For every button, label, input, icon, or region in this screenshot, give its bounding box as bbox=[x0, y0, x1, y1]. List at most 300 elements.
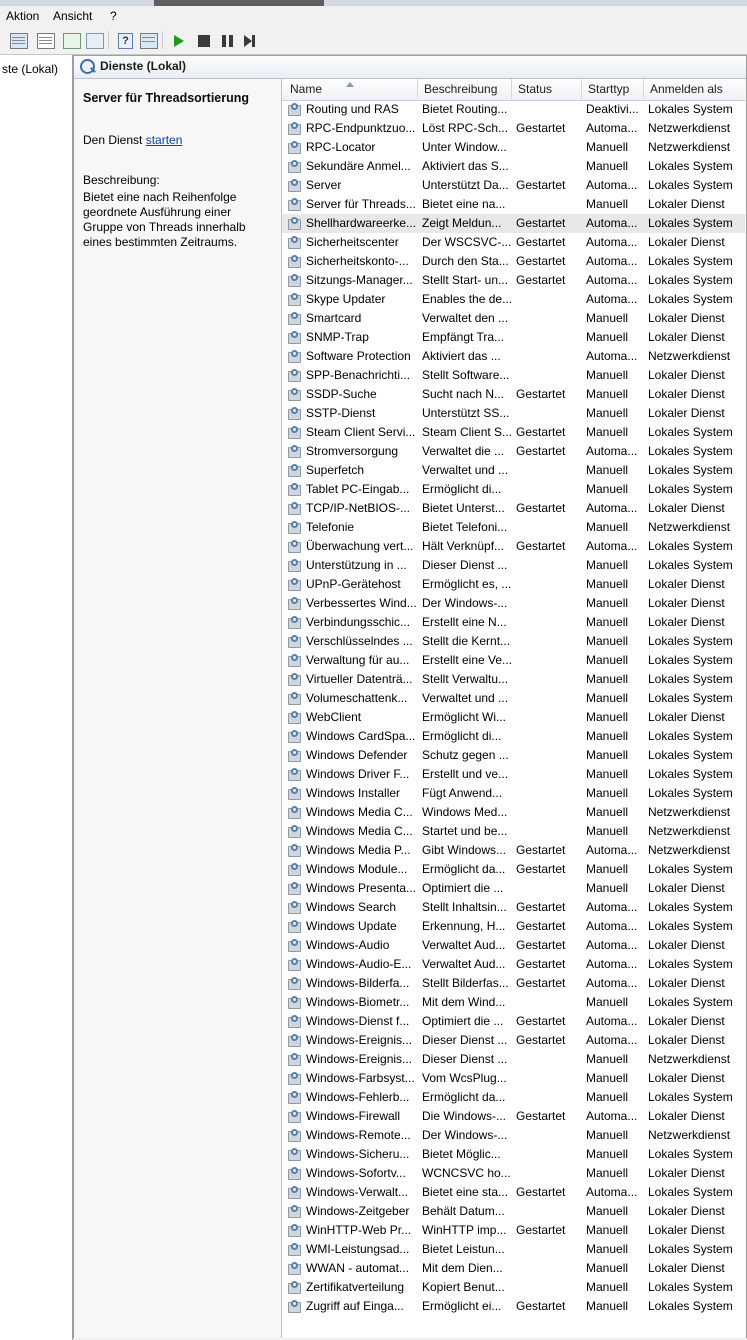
cell-starttyp: Manuell bbox=[586, 748, 629, 762]
cell-name: Verbindungsschic... bbox=[306, 615, 411, 629]
cell-status bbox=[512, 575, 582, 594]
table-row[interactable] bbox=[282, 195, 745, 214]
table-row[interactable] bbox=[282, 575, 745, 594]
table-row[interactable] bbox=[282, 708, 745, 727]
cell-status bbox=[512, 1202, 582, 1221]
table-row[interactable] bbox=[282, 537, 745, 556]
cell-beschreibung: Stellt Software... bbox=[422, 368, 510, 382]
cell-starttyp: Manuell bbox=[586, 140, 629, 154]
cell-status bbox=[512, 138, 582, 157]
show-hide-console-tree-icon[interactable] bbox=[136, 29, 160, 53]
table-row[interactable] bbox=[282, 1202, 745, 1221]
column-header-status[interactable]: Status bbox=[512, 79, 582, 99]
cell-starttyp: Manuell bbox=[586, 710, 629, 724]
cell-name: SSTP-Dienst bbox=[306, 406, 376, 420]
table-row[interactable] bbox=[282, 556, 745, 575]
table-row[interactable] bbox=[282, 1012, 745, 1031]
cell-status bbox=[512, 1088, 582, 1107]
cell-anmelden-als: Lokales System bbox=[648, 444, 733, 458]
table-row[interactable] bbox=[282, 423, 745, 442]
cell-status bbox=[512, 613, 582, 632]
cell-name: Server bbox=[306, 178, 342, 192]
table-row[interactable] bbox=[282, 1145, 745, 1164]
cell-anmelden-als: Lokaler Dienst bbox=[648, 406, 725, 420]
cell-beschreibung: Aktiviert das ... bbox=[422, 349, 501, 363]
cell-beschreibung: Bietet Telefoni... bbox=[422, 520, 508, 534]
cell-beschreibung: Dieser Dienst ... bbox=[422, 1052, 508, 1066]
cell-anmelden-als: Lokaler Dienst bbox=[648, 577, 725, 591]
service-description-text: Bietet eine nach Reihenfolge geordnete Ausführung einer Gruppe von Threads innerhalb eines bestimmten Zeitraums. bbox=[83, 190, 246, 249]
cell-beschreibung: Startet und be... bbox=[422, 824, 508, 838]
pane-title: Dienste (Lokal) bbox=[100, 59, 187, 73]
cell-beschreibung: Durch den Sta... bbox=[422, 254, 509, 268]
cell-name: Windows Installer bbox=[306, 786, 401, 800]
cell-starttyp: Manuell bbox=[586, 805, 629, 819]
table-row[interactable] bbox=[282, 1183, 745, 1202]
table-row[interactable] bbox=[282, 1088, 745, 1107]
cell-status: Gestartet bbox=[516, 1299, 566, 1313]
cell-starttyp: Manuell bbox=[586, 767, 629, 781]
table-row[interactable] bbox=[282, 271, 745, 290]
cell-anmelden-als: Lokales System bbox=[648, 159, 733, 173]
cell-anmelden-als: Lokales System bbox=[648, 995, 733, 1009]
table-row[interactable] bbox=[282, 936, 745, 955]
cell-name: Telefonie bbox=[306, 520, 355, 534]
table-row[interactable] bbox=[282, 1107, 745, 1126]
cell-beschreibung: Bietet Unterst... bbox=[422, 501, 505, 515]
cell-name: Windows-Zeitgeber bbox=[306, 1204, 410, 1218]
cell-starttyp: Manuell bbox=[586, 387, 629, 401]
cell-status bbox=[512, 1259, 582, 1278]
table-row[interactable] bbox=[282, 879, 745, 898]
cell-starttyp: Automa... bbox=[586, 121, 638, 135]
cell-status: Gestartet bbox=[516, 1185, 566, 1199]
table-row[interactable] bbox=[282, 442, 745, 461]
cell-anmelden-als: Lokales System bbox=[648, 216, 733, 230]
menu-aktion[interactable]: Aktion bbox=[6, 9, 40, 23]
cell-beschreibung: Verwaltet und ... bbox=[422, 463, 509, 477]
cell-status bbox=[512, 670, 582, 689]
cell-name: Sicherheitscenter bbox=[306, 235, 399, 249]
cell-status bbox=[512, 689, 582, 708]
cell-status bbox=[512, 746, 582, 765]
service-detail-panel bbox=[75, 79, 282, 1339]
cell-name: UPnP-Gerätehost bbox=[306, 577, 401, 591]
cell-name: Windows Update bbox=[306, 919, 397, 933]
table-row[interactable] bbox=[282, 898, 745, 917]
cell-starttyp: Automa... bbox=[586, 957, 638, 971]
column-header-starttyp[interactable]: Starttyp bbox=[582, 79, 644, 99]
cell-beschreibung: Der WSCSVC-... bbox=[422, 235, 512, 249]
cell-status bbox=[512, 480, 582, 499]
table-row[interactable] bbox=[282, 309, 745, 328]
cell-beschreibung: Bietet Routing... bbox=[422, 102, 508, 116]
cell-starttyp: Manuell bbox=[586, 729, 629, 743]
table-row[interactable] bbox=[282, 917, 745, 936]
cell-status bbox=[512, 651, 582, 670]
cell-beschreibung: Sucht nach N... bbox=[422, 387, 505, 401]
cell-status bbox=[512, 879, 582, 898]
cell-beschreibung: Optimiert die ... bbox=[422, 1014, 504, 1028]
cell-anmelden-als: Lokaler Dienst bbox=[648, 1166, 725, 1180]
cell-status: Gestartet bbox=[516, 539, 566, 553]
table-row[interactable] bbox=[282, 328, 745, 347]
cell-anmelden-als: Lokaler Dienst bbox=[648, 1071, 725, 1085]
cell-anmelden-als: Netzwerkdienst bbox=[648, 1128, 731, 1142]
table-row[interactable] bbox=[282, 1050, 745, 1069]
cell-anmelden-als: Lokales System bbox=[648, 102, 733, 116]
table-row[interactable] bbox=[282, 1297, 745, 1316]
cell-anmelden-als: Lokales System bbox=[648, 900, 733, 914]
cell-starttyp: Manuell bbox=[586, 406, 629, 420]
table-row[interactable] bbox=[282, 1069, 745, 1088]
table-row[interactable] bbox=[282, 290, 745, 309]
cell-starttyp: Automa... bbox=[586, 254, 638, 268]
export-list-icon[interactable] bbox=[82, 29, 106, 53]
cell-name: Windows Driver F... bbox=[306, 767, 410, 781]
cell-starttyp: Manuell bbox=[586, 1090, 629, 1104]
cell-name: Windows-Sofortv... bbox=[306, 1166, 406, 1180]
cell-starttyp: Automa... bbox=[586, 919, 638, 933]
cell-status bbox=[512, 765, 582, 784]
cell-status bbox=[512, 727, 582, 746]
cell-name: Windows-Audio-E... bbox=[306, 957, 412, 971]
cell-beschreibung: Schutz gegen ... bbox=[422, 748, 509, 762]
cell-anmelden-als: Lokaler Dienst bbox=[648, 1109, 725, 1123]
cell-beschreibung: Enables the de... bbox=[422, 292, 512, 306]
table-row[interactable] bbox=[282, 689, 745, 708]
cell-starttyp: Manuell bbox=[586, 862, 629, 876]
cell-starttyp: Manuell bbox=[586, 520, 629, 534]
cell-beschreibung: Verwaltet die ... bbox=[422, 444, 505, 458]
cell-status: Gestartet bbox=[516, 178, 566, 192]
cell-beschreibung: Steam Client S... bbox=[422, 425, 512, 439]
cell-name: Windows-Remote... bbox=[306, 1128, 411, 1142]
cell-starttyp: Automa... bbox=[586, 273, 638, 287]
cell-status: Gestartet bbox=[516, 1109, 566, 1123]
cell-starttyp: Manuell bbox=[586, 1280, 629, 1294]
table-row[interactable] bbox=[282, 404, 745, 423]
table-row[interactable] bbox=[282, 1278, 745, 1297]
cell-anmelden-als: Lokales System bbox=[648, 1242, 733, 1256]
sort-ascending-icon bbox=[346, 82, 355, 88]
cell-anmelden-als: Netzwerkdienst bbox=[648, 1052, 731, 1066]
cell-name: Windows-Verwalt... bbox=[306, 1185, 409, 1199]
cell-starttyp: Automa... bbox=[586, 178, 638, 192]
table-row[interactable] bbox=[282, 252, 745, 271]
cell-anmelden-als: Netzwerkdienst bbox=[648, 349, 731, 363]
cell-status bbox=[512, 1145, 582, 1164]
cell-anmelden-als: Lokaler Dienst bbox=[648, 197, 725, 211]
cell-name: Windows Media C... bbox=[306, 805, 413, 819]
table-row[interactable] bbox=[282, 461, 745, 480]
table-row[interactable] bbox=[282, 100, 745, 119]
column-header-name[interactable]: Name bbox=[282, 79, 418, 99]
cell-beschreibung: Aktiviert das S... bbox=[422, 159, 509, 173]
cell-name: Windows-Dienst f... bbox=[306, 1014, 410, 1028]
table-row[interactable] bbox=[282, 1164, 745, 1183]
cell-name: SNMP-Trap bbox=[306, 330, 369, 344]
list-rows bbox=[282, 100, 745, 1339]
cell-name: Windows Search bbox=[306, 900, 397, 914]
table-row[interactable] bbox=[282, 594, 745, 613]
restart-service-icon[interactable] bbox=[238, 29, 262, 53]
cell-starttyp: Automa... bbox=[586, 539, 638, 553]
cell-anmelden-als: Lokales System bbox=[648, 767, 733, 781]
cell-anmelden-als: Lokales System bbox=[648, 1185, 733, 1199]
cell-beschreibung: Erstellt und ve... bbox=[422, 767, 509, 781]
cell-beschreibung: Hält Verknüpf... bbox=[422, 539, 505, 553]
cell-name: Superfetch bbox=[306, 463, 365, 477]
cell-anmelden-als: Lokaler Dienst bbox=[648, 1033, 725, 1047]
table-row[interactable] bbox=[282, 784, 745, 803]
cell-starttyp: Automa... bbox=[586, 938, 638, 952]
cell-beschreibung: Behält Datum... bbox=[422, 1204, 505, 1218]
service-start-link[interactable]: starten bbox=[145, 133, 183, 147]
cell-name: RPC-Endpunktzuo... bbox=[306, 121, 416, 135]
cell-starttyp: Automa... bbox=[586, 444, 638, 458]
help-icon[interactable]: ? bbox=[112, 29, 136, 53]
cell-starttyp: Automa... bbox=[586, 292, 638, 306]
table-row[interactable] bbox=[282, 974, 745, 993]
table-row[interactable] bbox=[282, 138, 745, 157]
cell-starttyp: Manuell bbox=[586, 311, 629, 325]
cell-status: Gestartet bbox=[516, 273, 566, 287]
cell-status bbox=[512, 366, 582, 385]
cell-name: WWAN - automat... bbox=[306, 1261, 409, 1275]
table-row[interactable] bbox=[282, 670, 745, 689]
cell-beschreibung: Ermöglicht di... bbox=[422, 482, 502, 496]
table-row[interactable] bbox=[282, 1259, 745, 1278]
table-row[interactable] bbox=[282, 176, 745, 195]
cell-anmelden-als: Lokaler Dienst bbox=[648, 881, 725, 895]
cell-beschreibung: Stellt Start- un... bbox=[422, 273, 509, 287]
cell-name: WebClient bbox=[306, 710, 362, 724]
cell-beschreibung: Vom WcsPlug... bbox=[422, 1071, 507, 1085]
cell-name: Windows-Farbsyst... bbox=[306, 1071, 415, 1085]
cell-status: Gestartet bbox=[516, 938, 566, 952]
cell-starttyp: Manuell bbox=[586, 558, 629, 572]
cell-anmelden-als: Lokales System bbox=[648, 862, 733, 876]
cell-beschreibung: Löst RPC-Sch... bbox=[422, 121, 509, 135]
tree-item-dienste-lokal[interactable]: ste (Lokal) bbox=[2, 62, 59, 76]
table-row[interactable] bbox=[282, 347, 745, 366]
cell-beschreibung: Unterstützt SS... bbox=[422, 406, 510, 420]
cell-anmelden-als: Lokales System bbox=[648, 1090, 733, 1104]
cell-name: Steam Client Servi... bbox=[306, 425, 416, 439]
cell-name: SPP-Benachrichti... bbox=[306, 368, 411, 382]
table-row[interactable] bbox=[282, 1031, 745, 1050]
properties-icon[interactable] bbox=[33, 29, 57, 53]
refresh-icon[interactable] bbox=[59, 29, 83, 53]
cell-name: Shellhardwareerke... bbox=[306, 216, 417, 230]
cell-beschreibung: Stellt Bilderfas... bbox=[422, 976, 509, 990]
cell-name: WMI-Leistungsad... bbox=[306, 1242, 410, 1256]
cell-status: Gestartet bbox=[516, 501, 566, 515]
cell-anmelden-als: Lokales System bbox=[648, 634, 733, 648]
cell-anmelden-als: Lokaler Dienst bbox=[648, 330, 725, 344]
cell-starttyp: Automa... bbox=[586, 843, 638, 857]
cell-beschreibung: Bietet eine na... bbox=[422, 197, 506, 211]
table-row[interactable] bbox=[282, 765, 745, 784]
cell-beschreibung: Ermöglicht Wi... bbox=[422, 710, 507, 724]
cell-anmelden-als: Lokaler Dienst bbox=[648, 710, 725, 724]
cell-anmelden-als: Lokales System bbox=[648, 957, 733, 971]
cell-status bbox=[512, 157, 582, 176]
cell-beschreibung: WinHTTP imp... bbox=[422, 1223, 507, 1237]
cell-status: Gestartet bbox=[516, 1033, 566, 1047]
cell-status bbox=[512, 1240, 582, 1259]
tree-view-icon[interactable] bbox=[6, 29, 30, 53]
cell-beschreibung: Unter Window... bbox=[422, 140, 507, 154]
table-row[interactable] bbox=[282, 518, 745, 537]
cell-starttyp: Automa... bbox=[586, 1109, 638, 1123]
cell-name: Skype Updater bbox=[306, 292, 386, 306]
column-header-anmelden-als[interactable]: Anmelden als bbox=[650, 82, 723, 96]
table-row[interactable] bbox=[282, 366, 745, 385]
pause-service-icon[interactable] bbox=[215, 29, 239, 53]
table-row[interactable] bbox=[282, 385, 745, 404]
cell-name: Windows-Bilderfa... bbox=[306, 976, 410, 990]
cell-starttyp: Manuell bbox=[586, 691, 629, 705]
cell-starttyp: Manuell bbox=[586, 463, 629, 477]
cell-starttyp: Automa... bbox=[586, 976, 638, 990]
cell-starttyp: Manuell bbox=[586, 995, 629, 1009]
cell-beschreibung: WCNCSVC ho... bbox=[422, 1166, 511, 1180]
table-row[interactable] bbox=[282, 157, 745, 176]
table-row[interactable] bbox=[282, 803, 745, 822]
cell-status: Gestartet bbox=[516, 900, 566, 914]
cell-starttyp: Manuell bbox=[586, 577, 629, 591]
cell-beschreibung: Kopiert Benut... bbox=[422, 1280, 505, 1294]
cell-starttyp: Manuell bbox=[586, 1166, 629, 1180]
cell-name: Windows-Audio bbox=[306, 938, 390, 952]
cell-starttyp: Manuell bbox=[586, 197, 629, 211]
cell-starttyp: Manuell bbox=[586, 1128, 629, 1142]
cell-status: Gestartet bbox=[516, 919, 566, 933]
cell-status: Gestartet bbox=[516, 444, 566, 458]
table-row[interactable] bbox=[282, 233, 745, 252]
cell-anmelden-als: Lokales System bbox=[648, 1147, 733, 1161]
cell-anmelden-als: Netzwerkdienst bbox=[648, 843, 731, 857]
cell-beschreibung: Die Windows-... bbox=[422, 1109, 507, 1123]
cell-beschreibung: Unterstützt Da... bbox=[422, 178, 509, 192]
cell-anmelden-als: Lokaler Dienst bbox=[648, 311, 725, 325]
column-header-beschreibung[interactable]: Beschreibung bbox=[418, 79, 512, 99]
cell-anmelden-als: Lokaler Dienst bbox=[648, 1223, 725, 1237]
cell-name: Volumeschattenk... bbox=[306, 691, 408, 705]
cell-status: Gestartet bbox=[516, 862, 566, 876]
cell-status bbox=[512, 461, 582, 480]
cell-starttyp: Automa... bbox=[586, 1185, 638, 1199]
cell-anmelden-als: Lokales System bbox=[648, 729, 733, 743]
cell-name: Smartcard bbox=[306, 311, 362, 325]
table-row[interactable] bbox=[282, 214, 745, 233]
table-row[interactable] bbox=[282, 1240, 745, 1259]
cell-status: Gestartet bbox=[516, 1223, 566, 1237]
cell-status: Gestartet bbox=[516, 957, 566, 971]
cell-starttyp: Manuell bbox=[586, 1204, 629, 1218]
cell-name: Windows-Sicheru... bbox=[306, 1147, 410, 1161]
cell-anmelden-als: Lokales System bbox=[648, 748, 733, 762]
service-start-prefix: Den Dienst bbox=[83, 133, 146, 147]
cell-beschreibung: Der Windows-... bbox=[422, 1128, 508, 1142]
cell-starttyp: Manuell bbox=[586, 1071, 629, 1085]
cell-name: Windows Media C... bbox=[306, 824, 413, 838]
cell-name: SSDP-Suche bbox=[306, 387, 377, 401]
cell-name: Software Protection bbox=[306, 349, 411, 363]
table-row[interactable] bbox=[282, 993, 745, 1012]
cell-anmelden-als: Lokales System bbox=[648, 691, 733, 705]
cell-status: Gestartet bbox=[516, 216, 566, 230]
cell-name: RPC-Locator bbox=[306, 140, 376, 154]
table-row[interactable] bbox=[282, 480, 745, 499]
table-row[interactable] bbox=[282, 119, 745, 138]
cell-beschreibung: Verwaltet Aud... bbox=[422, 957, 506, 971]
cell-name: Windows Defender bbox=[306, 748, 408, 762]
start-service-icon[interactable] bbox=[167, 29, 191, 53]
cell-name: Windows Module... bbox=[306, 862, 408, 876]
table-row[interactable] bbox=[282, 822, 745, 841]
table-row[interactable] bbox=[282, 841, 745, 860]
cell-anmelden-als: Lokales System bbox=[648, 425, 733, 439]
cell-name: Sicherheitskonto-... bbox=[306, 254, 409, 268]
cell-beschreibung: Ermöglicht da... bbox=[422, 1090, 506, 1104]
table-row[interactable] bbox=[282, 1221, 745, 1240]
cell-anmelden-als: Lokaler Dienst bbox=[648, 615, 725, 629]
cell-beschreibung: Verwaltet und ... bbox=[422, 691, 509, 705]
cell-anmelden-als: Lokales System bbox=[648, 786, 733, 800]
menu-hilfe[interactable]: ? bbox=[110, 9, 117, 23]
table-row[interactable] bbox=[282, 860, 745, 879]
table-row[interactable] bbox=[282, 746, 745, 765]
table-row[interactable] bbox=[282, 1126, 745, 1145]
table-row[interactable] bbox=[282, 632, 745, 651]
cell-starttyp: Manuell bbox=[586, 653, 629, 667]
cell-name: Routing und RAS bbox=[306, 102, 399, 116]
menu-ansicht[interactable]: Ansicht bbox=[53, 9, 93, 23]
cell-anmelden-als: Netzwerkdienst bbox=[648, 805, 731, 819]
cell-status bbox=[512, 1050, 582, 1069]
cell-beschreibung: Stellt die Kernt... bbox=[422, 634, 511, 648]
table-row[interactable] bbox=[282, 955, 745, 974]
cell-anmelden-als: Netzwerkdienst bbox=[648, 824, 731, 838]
stop-service-icon[interactable] bbox=[192, 29, 216, 53]
cell-status bbox=[512, 784, 582, 803]
table-row[interactable] bbox=[282, 499, 745, 518]
cell-name: Windows Media P... bbox=[306, 843, 411, 857]
table-row[interactable] bbox=[282, 727, 745, 746]
cell-beschreibung: Windows Med... bbox=[422, 805, 508, 819]
cell-name: Verbessertes Wind... bbox=[306, 596, 417, 610]
table-row[interactable] bbox=[282, 651, 745, 670]
cell-starttyp: Manuell bbox=[586, 425, 629, 439]
results-pane bbox=[73, 55, 747, 1340]
services-list bbox=[282, 79, 745, 1339]
cell-name: Windows Presenta... bbox=[306, 881, 417, 895]
cell-anmelden-als: Lokaler Dienst bbox=[648, 938, 725, 952]
table-row[interactable] bbox=[282, 613, 745, 632]
cell-beschreibung: Ermöglicht ei... bbox=[422, 1299, 502, 1313]
cell-beschreibung: Fügt Anwend... bbox=[422, 786, 503, 800]
cell-starttyp: Manuell bbox=[586, 824, 629, 838]
cell-beschreibung: Stellt Inhaltsin... bbox=[422, 900, 507, 914]
cell-status: Gestartet bbox=[516, 843, 566, 857]
cell-beschreibung: Optimiert die ... bbox=[422, 881, 504, 895]
services-gear-icon bbox=[80, 59, 95, 74]
menu-bar bbox=[0, 6, 747, 26]
cell-starttyp: Manuell bbox=[586, 1052, 629, 1066]
